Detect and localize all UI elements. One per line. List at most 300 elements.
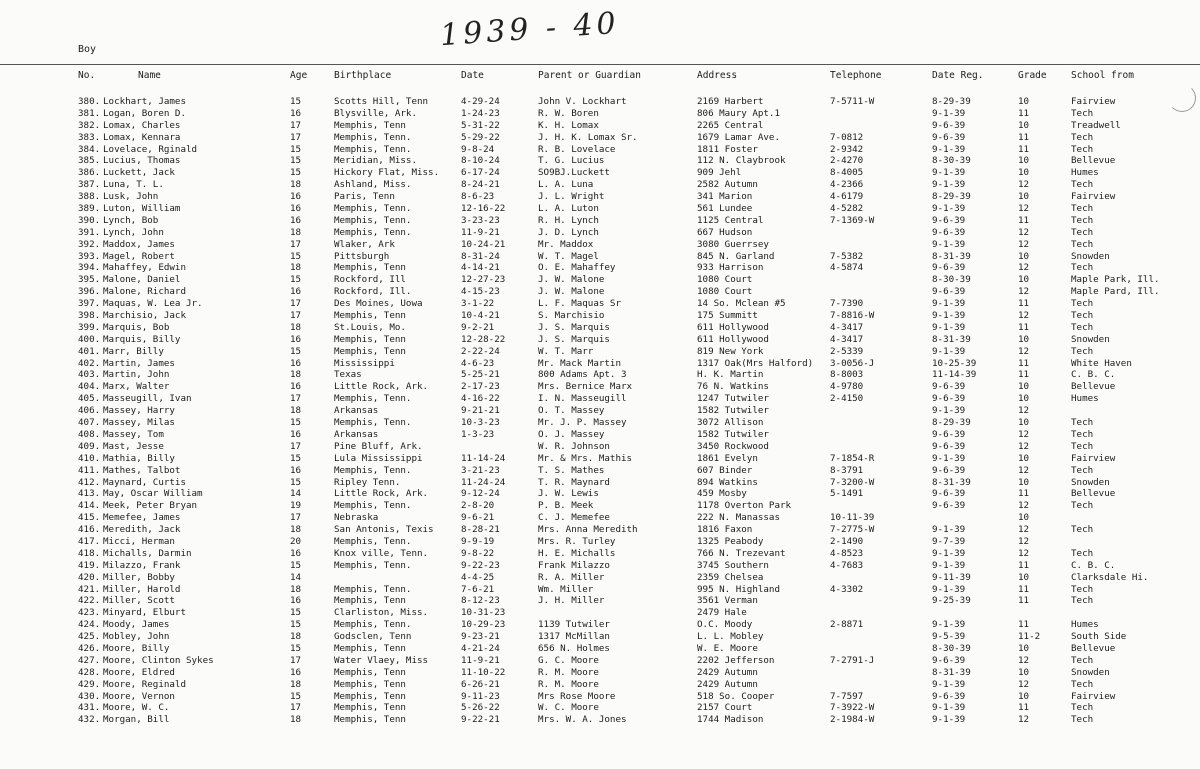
birth-date: 4-14-21 bbox=[461, 262, 500, 274]
grade: 11 bbox=[1018, 583, 1030, 595]
student-name: Marx, Walter bbox=[103, 381, 170, 393]
header-col-date-reg: Date Reg. bbox=[932, 70, 984, 81]
school-from: C. B. C. bbox=[1071, 559, 1116, 571]
parent: John V. Lockhart bbox=[538, 96, 627, 107]
address: 894 Watkins bbox=[697, 476, 758, 488]
entry-number: 410. bbox=[78, 452, 101, 464]
address: 806 Maury Apt.1 bbox=[697, 107, 780, 119]
telephone: 10-11-39 bbox=[830, 512, 875, 524]
birthplace: Clarliston, Miss. bbox=[334, 607, 429, 619]
grade: 10 bbox=[1018, 476, 1030, 488]
birth-date: 8-12-23 bbox=[461, 595, 500, 607]
birthplace: Little Rock, Ark. bbox=[334, 488, 429, 500]
age: 18 bbox=[290, 405, 302, 417]
school-from: Tech bbox=[1071, 654, 1094, 666]
entry-number: 428. bbox=[78, 666, 101, 678]
date-registered: 9-1-39 bbox=[932, 678, 966, 690]
telephone: 4-5874 bbox=[830, 262, 864, 274]
entry-number: 416. bbox=[78, 524, 101, 536]
birth-date: 7-6-21 bbox=[461, 583, 495, 595]
parent: L. F. Maquas Sr bbox=[538, 298, 621, 310]
grade: 11-2 bbox=[1018, 631, 1041, 643]
date-registered: 9-6-39 bbox=[932, 286, 966, 298]
entry-number: 423. bbox=[78, 607, 101, 619]
address: 112 N. Claybrook bbox=[697, 155, 786, 167]
birthplace: Memphis, Tenn bbox=[334, 642, 406, 654]
entry-number: 413. bbox=[78, 488, 101, 500]
entry-number: 412. bbox=[78, 476, 101, 488]
telephone: 4-3417 bbox=[830, 333, 864, 345]
grade: 10 bbox=[1018, 512, 1030, 524]
grade: 10 bbox=[1018, 333, 1030, 345]
birthplace: Memphis, Tenn. bbox=[334, 583, 412, 595]
birthplace: Godsclen, Tenn bbox=[334, 631, 412, 643]
date-registered: 9-6-39 bbox=[932, 440, 966, 452]
age: 15 bbox=[290, 96, 302, 107]
address: 1861 Evelyn bbox=[697, 452, 758, 464]
date-registered: 8-29-39 bbox=[932, 191, 971, 203]
table-row bbox=[0, 167, 1200, 179]
student-name: Lomax, Kennara bbox=[103, 131, 181, 143]
age: 15 bbox=[290, 690, 302, 702]
header-col-telephone: Telephone bbox=[830, 70, 882, 81]
age: 15 bbox=[290, 274, 302, 286]
entry-number: 403. bbox=[78, 369, 101, 381]
table-row bbox=[0, 572, 1200, 584]
parent: R. W. Boren bbox=[538, 107, 599, 119]
birthplace: Memphis, Tenn. bbox=[334, 535, 412, 547]
entry-number: 407. bbox=[78, 417, 101, 429]
age: 17 bbox=[290, 440, 302, 452]
entry-number: 392. bbox=[78, 238, 101, 250]
school-from: South Side bbox=[1071, 631, 1127, 643]
date-registered: 9-1-39 bbox=[932, 714, 966, 726]
age: 15 bbox=[290, 250, 302, 262]
telephone: 4-9780 bbox=[830, 381, 864, 393]
table-row bbox=[0, 298, 1200, 310]
birthplace: St.Louis, Mo. bbox=[334, 321, 406, 333]
birth-date: 12-27-23 bbox=[461, 274, 506, 286]
age: 14 bbox=[290, 571, 302, 583]
header-col-parent: Parent or Guardian bbox=[538, 70, 641, 81]
birth-date: 10-31-23 bbox=[461, 607, 506, 619]
grade: 10 bbox=[1018, 191, 1030, 203]
date-registered: 9-1-39 bbox=[932, 238, 966, 250]
entry-number: 421. bbox=[78, 583, 101, 595]
school-from: Tech bbox=[1071, 226, 1094, 238]
age: 15 bbox=[290, 345, 302, 357]
telephone: 2-8871 bbox=[830, 619, 864, 631]
parent: J. H. K. Lomax Sr. bbox=[538, 131, 638, 143]
grade: 10 bbox=[1018, 167, 1030, 179]
birth-date: 5-26-22 bbox=[461, 702, 500, 714]
birthplace: Rockford, Ill. bbox=[334, 286, 412, 298]
entry-number: 400. bbox=[78, 333, 101, 345]
school-from: Bellevue bbox=[1071, 381, 1116, 393]
address: 2359 Chelsea bbox=[697, 571, 764, 583]
parent: W. T. Marr bbox=[538, 345, 594, 357]
age: 15 bbox=[290, 155, 302, 167]
address: 2202 Jefferson bbox=[697, 654, 775, 666]
birthplace: Water Vlaey, Miss bbox=[334, 654, 429, 666]
birthplace: Meridian, Miss. bbox=[334, 155, 417, 167]
grade: 12 bbox=[1018, 428, 1030, 440]
date-registered: 9-1-39 bbox=[932, 559, 966, 571]
address: 1811 Foster bbox=[697, 143, 758, 155]
student-name: Malone, Richard bbox=[103, 286, 186, 298]
age: 15 bbox=[290, 619, 302, 631]
telephone: 4-2366 bbox=[830, 179, 864, 191]
birthplace: Little Rock, Ark. bbox=[334, 381, 429, 393]
school-from: Snowden bbox=[1071, 666, 1110, 678]
birth-date: 11-9-21 bbox=[461, 226, 500, 238]
birth-date: 9-9-19 bbox=[461, 535, 495, 547]
age: 15 bbox=[290, 143, 302, 155]
table-row bbox=[0, 251, 1200, 263]
date-registered: 9-1-39 bbox=[932, 583, 966, 595]
age: 18 bbox=[290, 631, 302, 643]
birthplace: Memphis, Tenn bbox=[334, 310, 406, 322]
date-registered: 8-30-39 bbox=[932, 155, 971, 167]
school-from: Fairview bbox=[1071, 452, 1116, 464]
address: 3561 Verman bbox=[697, 595, 758, 607]
birth-date: 6-26-21 bbox=[461, 678, 500, 690]
birthplace: Memphis, Tenn. bbox=[334, 226, 412, 238]
birth-date: 4-6-23 bbox=[461, 357, 495, 369]
birth-date: 9-22-21 bbox=[461, 714, 500, 726]
birth-date: 12-16-22 bbox=[461, 203, 506, 215]
address: 845 N. Garland bbox=[697, 250, 775, 262]
grade: 12 bbox=[1018, 678, 1030, 690]
address: 1582 Tutwiler bbox=[697, 428, 769, 440]
date-registered: 9-1-39 bbox=[932, 310, 966, 322]
address: 175 Summitt bbox=[697, 310, 758, 322]
entry-number: 395. bbox=[78, 274, 101, 286]
student-name: Moore, W. C. bbox=[103, 702, 170, 714]
birth-date: 2-17-23 bbox=[461, 381, 500, 393]
birthplace: Rockford, Ill bbox=[334, 274, 406, 286]
table-row bbox=[0, 512, 1200, 524]
entry-number: 405. bbox=[78, 393, 101, 405]
school-from: Fairview bbox=[1071, 191, 1116, 203]
student-name: Michalls, Darmin bbox=[103, 547, 192, 559]
telephone: 4-7683 bbox=[830, 559, 864, 571]
entry-number: 427. bbox=[78, 654, 101, 666]
birthplace: Ripley Tenn. bbox=[334, 476, 401, 488]
student-name: Memefee, James bbox=[103, 512, 181, 524]
entry-number: 402. bbox=[78, 357, 101, 369]
section-label: Boy bbox=[78, 44, 97, 55]
parent: C. J. Memefee bbox=[538, 512, 610, 524]
student-name: Moore, Clinton Sykes bbox=[103, 654, 214, 666]
table-row bbox=[0, 346, 1200, 358]
student-name: Logan, Boren D. bbox=[103, 107, 186, 119]
parent: O. T. Massey bbox=[538, 405, 605, 417]
date-registered: 9-1-39 bbox=[932, 619, 966, 631]
birthplace: Memphis, Tenn. bbox=[334, 500, 412, 512]
grade: 11 bbox=[1018, 369, 1030, 381]
birthplace: Memphis, Tenn. bbox=[334, 464, 412, 476]
parent: Wm. Miller bbox=[538, 583, 594, 595]
address: 2169 Harbert bbox=[697, 96, 764, 107]
student-name: Moore, Reginald bbox=[103, 678, 186, 690]
address: 667 Hudson bbox=[697, 226, 753, 238]
parent: 800 Adams Apt. 3 bbox=[538, 369, 627, 381]
table-row bbox=[0, 203, 1200, 215]
grade: 11 bbox=[1018, 595, 1030, 607]
entry-number: 408. bbox=[78, 428, 101, 440]
table-row bbox=[0, 619, 1200, 631]
date-registered: 9-1-39 bbox=[932, 167, 966, 179]
parent: J. W. Malone bbox=[538, 274, 605, 286]
birth-date: 8-31-24 bbox=[461, 250, 500, 262]
address: 518 So. Cooper bbox=[697, 690, 775, 702]
address: O.C. Moody bbox=[697, 619, 753, 631]
parent: L. A. Luton bbox=[538, 203, 599, 215]
address: 2265 Central bbox=[697, 119, 764, 131]
entry-number: 383. bbox=[78, 131, 101, 143]
entry-number: 386. bbox=[78, 167, 101, 179]
school-from: Snowden bbox=[1071, 250, 1110, 262]
address: 3072 Allison bbox=[697, 417, 764, 429]
date-registered: 9-1-39 bbox=[932, 321, 966, 333]
parent: 1317 McMillan bbox=[538, 631, 610, 643]
entry-number: 396. bbox=[78, 286, 101, 298]
school-from: Fairview bbox=[1071, 96, 1116, 107]
entry-number: 415. bbox=[78, 512, 101, 524]
grade: 11 bbox=[1018, 488, 1030, 500]
grade: 10 bbox=[1018, 393, 1030, 405]
student-name: Marchisio, Jack bbox=[103, 310, 186, 322]
entry-number: 393. bbox=[78, 250, 101, 262]
date-registered: 9-1-39 bbox=[932, 345, 966, 357]
birth-date: 2-22-24 bbox=[461, 345, 500, 357]
age: 17 bbox=[290, 393, 302, 405]
birth-date: 5-31-22 bbox=[461, 119, 500, 131]
age: 16 bbox=[290, 286, 302, 298]
grade: 12 bbox=[1018, 654, 1030, 666]
date-registered: 9-6-39 bbox=[932, 214, 966, 226]
age: 16 bbox=[290, 381, 302, 393]
telephone: 7-1369-W bbox=[830, 214, 875, 226]
birth-date: 4-16-22 bbox=[461, 393, 500, 405]
birthplace: Memphis, Tenn. bbox=[334, 619, 412, 631]
address: W. E. Moore bbox=[697, 642, 758, 654]
table-row bbox=[0, 453, 1200, 465]
address: L. L. Mobley bbox=[697, 631, 764, 643]
school-from: Tech bbox=[1071, 345, 1094, 357]
birth-date: 8-10-24 bbox=[461, 155, 500, 167]
table-row bbox=[0, 465, 1200, 477]
student-name: Marquis, Billy bbox=[103, 333, 181, 345]
birth-date: 10-3-23 bbox=[461, 417, 500, 429]
table-row bbox=[0, 179, 1200, 191]
telephone: 4-6179 bbox=[830, 191, 864, 203]
table-row bbox=[0, 595, 1200, 607]
birth-date: 9-22-23 bbox=[461, 559, 500, 571]
date-registered: 9-1-39 bbox=[932, 107, 966, 119]
student-name: Lynch, Bob bbox=[103, 214, 159, 226]
entry-number: 388. bbox=[78, 191, 101, 203]
student-name: Moore, Vernon bbox=[103, 690, 175, 702]
entry-number: 394. bbox=[78, 262, 101, 274]
date-registered: 9-6-39 bbox=[932, 654, 966, 666]
header-col-birthplace: Birthplace bbox=[334, 70, 392, 81]
age: 17 bbox=[290, 238, 302, 250]
student-name: Milazzo, Frank bbox=[103, 559, 181, 571]
birth-date: 4-21-24 bbox=[461, 642, 500, 654]
parent: J. S. Marquis bbox=[538, 333, 610, 345]
birthplace: Memphis, Tenn. bbox=[334, 214, 412, 226]
entry-number: 417. bbox=[78, 535, 101, 547]
address: 3450 Rockwood bbox=[697, 440, 769, 452]
student-name: Moore, Eldred bbox=[103, 666, 175, 678]
table-row bbox=[0, 262, 1200, 274]
school-from: Tech bbox=[1071, 310, 1094, 322]
grade: 12 bbox=[1018, 238, 1030, 250]
student-name: Mast, Jesse bbox=[103, 440, 164, 452]
birth-date: 3-1-22 bbox=[461, 298, 495, 310]
header-col-date: Date bbox=[461, 70, 484, 81]
age: 16 bbox=[290, 428, 302, 440]
address: 766 N. Trezevant bbox=[697, 547, 786, 559]
grade: 10 bbox=[1018, 417, 1030, 429]
grade: 12 bbox=[1018, 226, 1030, 238]
age: 18 bbox=[290, 262, 302, 274]
grade: 11 bbox=[1018, 107, 1030, 119]
telephone: 7-5711-W bbox=[830, 96, 875, 107]
parent: T. S. Mathes bbox=[538, 464, 605, 476]
parent: S. Marchisio bbox=[538, 310, 605, 322]
age: 15 bbox=[290, 559, 302, 571]
parent: Mrs. Anna Meredith bbox=[538, 524, 638, 536]
table-row bbox=[0, 358, 1200, 370]
student-name: Miller, Harold bbox=[103, 583, 181, 595]
parent: R. M. Moore bbox=[538, 666, 599, 678]
parent: Mr. Mack Martin bbox=[538, 357, 621, 369]
birth-date: 9-8-22 bbox=[461, 547, 495, 559]
birthplace: Mississippi bbox=[334, 357, 395, 369]
school-from: Tech bbox=[1071, 678, 1094, 690]
birth-date: 9-23-21 bbox=[461, 631, 500, 643]
entry-number: 425. bbox=[78, 631, 101, 643]
table-row bbox=[0, 429, 1200, 441]
parent: J. W. Malone bbox=[538, 286, 605, 298]
student-name: Meredith, Jack bbox=[103, 524, 181, 536]
grade: 12 bbox=[1018, 524, 1030, 536]
header-col-grade: Grade bbox=[1018, 70, 1047, 81]
grade: 11 bbox=[1018, 214, 1030, 226]
entry-number: 398. bbox=[78, 310, 101, 322]
birth-date: 11-9-21 bbox=[461, 654, 500, 666]
birthplace: Texas bbox=[334, 369, 362, 381]
grade: 12 bbox=[1018, 203, 1030, 215]
grade: 12 bbox=[1018, 345, 1030, 357]
parent: 1139 Tutwiler bbox=[538, 619, 610, 631]
school-from: Tech bbox=[1071, 321, 1094, 333]
grade: 11 bbox=[1018, 298, 1030, 310]
birth-date: 3-23-23 bbox=[461, 214, 500, 226]
table-row bbox=[0, 405, 1200, 417]
date-registered: 9-6-39 bbox=[932, 488, 966, 500]
parent: R. H. Lynch bbox=[538, 214, 599, 226]
entry-number: 399. bbox=[78, 321, 101, 333]
birth-date: 11-14-24 bbox=[461, 452, 506, 464]
student-name: Maquas, W. Lea Jr. bbox=[103, 298, 203, 310]
address: 1816 Faxon bbox=[697, 524, 753, 536]
birthplace: Memphis, Tenn. bbox=[334, 417, 412, 429]
birthplace: Ashland, Miss. bbox=[334, 179, 412, 191]
parent: J. H. Miller bbox=[538, 595, 605, 607]
table-row bbox=[0, 132, 1200, 144]
date-registered: 9-6-39 bbox=[932, 381, 966, 393]
entry-number: 429. bbox=[78, 678, 101, 690]
date-registered: 9-1-39 bbox=[932, 524, 966, 536]
grade: 12 bbox=[1018, 262, 1030, 274]
date-registered: 9-25-39 bbox=[932, 595, 971, 607]
grade: 12 bbox=[1018, 405, 1030, 417]
entry-number: 382. bbox=[78, 119, 101, 131]
address: 459 Mosby bbox=[697, 488, 747, 500]
birthplace: Hickory Flat, Miss. bbox=[334, 167, 440, 179]
birthplace: Nebraska bbox=[334, 512, 379, 524]
student-name: Lucius, Thomas bbox=[103, 155, 181, 167]
age: 15 bbox=[290, 476, 302, 488]
birthplace: Pittsburgh bbox=[334, 250, 390, 262]
school-from: Treadwell bbox=[1071, 119, 1121, 131]
birthplace: Arkansas bbox=[334, 428, 379, 440]
entry-number: 422. bbox=[78, 595, 101, 607]
parent: G. C. Moore bbox=[538, 654, 599, 666]
date-registered: 8-31-39 bbox=[932, 666, 971, 678]
parent: W. C. Moore bbox=[538, 702, 599, 714]
parent: O. E. Mahaffey bbox=[538, 262, 616, 274]
date-registered: 9-1-39 bbox=[932, 452, 966, 464]
entry-number: 390. bbox=[78, 214, 101, 226]
date-registered: 9-6-39 bbox=[932, 131, 966, 143]
address: H. K. Martin bbox=[697, 369, 764, 381]
grade: 10 bbox=[1018, 666, 1030, 678]
telephone: 2-4270 bbox=[830, 155, 864, 167]
birthplace: San Antonis, Texis bbox=[334, 524, 434, 536]
birth-date: 12-28-22 bbox=[461, 333, 506, 345]
parent: W. R. Johnson bbox=[538, 440, 610, 452]
telephone: 7-2775-W bbox=[830, 524, 875, 536]
birth-date: 5-29-22 bbox=[461, 131, 500, 143]
table-row bbox=[0, 393, 1200, 405]
grade: 10 bbox=[1018, 642, 1030, 654]
address: 1080 Court bbox=[697, 286, 753, 298]
age: 16 bbox=[290, 464, 302, 476]
age: 20 bbox=[290, 535, 302, 547]
birthplace: Memphis, Tenn bbox=[334, 714, 406, 726]
birth-date: 4-29-24 bbox=[461, 96, 500, 107]
school-from: Bellevue bbox=[1071, 642, 1116, 654]
table-row bbox=[0, 144, 1200, 156]
address: 1744 Madison bbox=[697, 714, 764, 726]
table-row bbox=[0, 322, 1200, 334]
age: 15 bbox=[290, 167, 302, 179]
date-registered: 9-6-39 bbox=[932, 500, 966, 512]
telephone: 7-5382 bbox=[830, 250, 864, 262]
grade: 11 bbox=[1018, 559, 1030, 571]
grade: 12 bbox=[1018, 310, 1030, 322]
student-name: Massey, Harry bbox=[103, 405, 175, 417]
table-row bbox=[0, 227, 1200, 239]
school-from: Fairview bbox=[1071, 690, 1116, 702]
grade: 11 bbox=[1018, 143, 1030, 155]
parent: Mrs Rose Moore bbox=[538, 690, 616, 702]
